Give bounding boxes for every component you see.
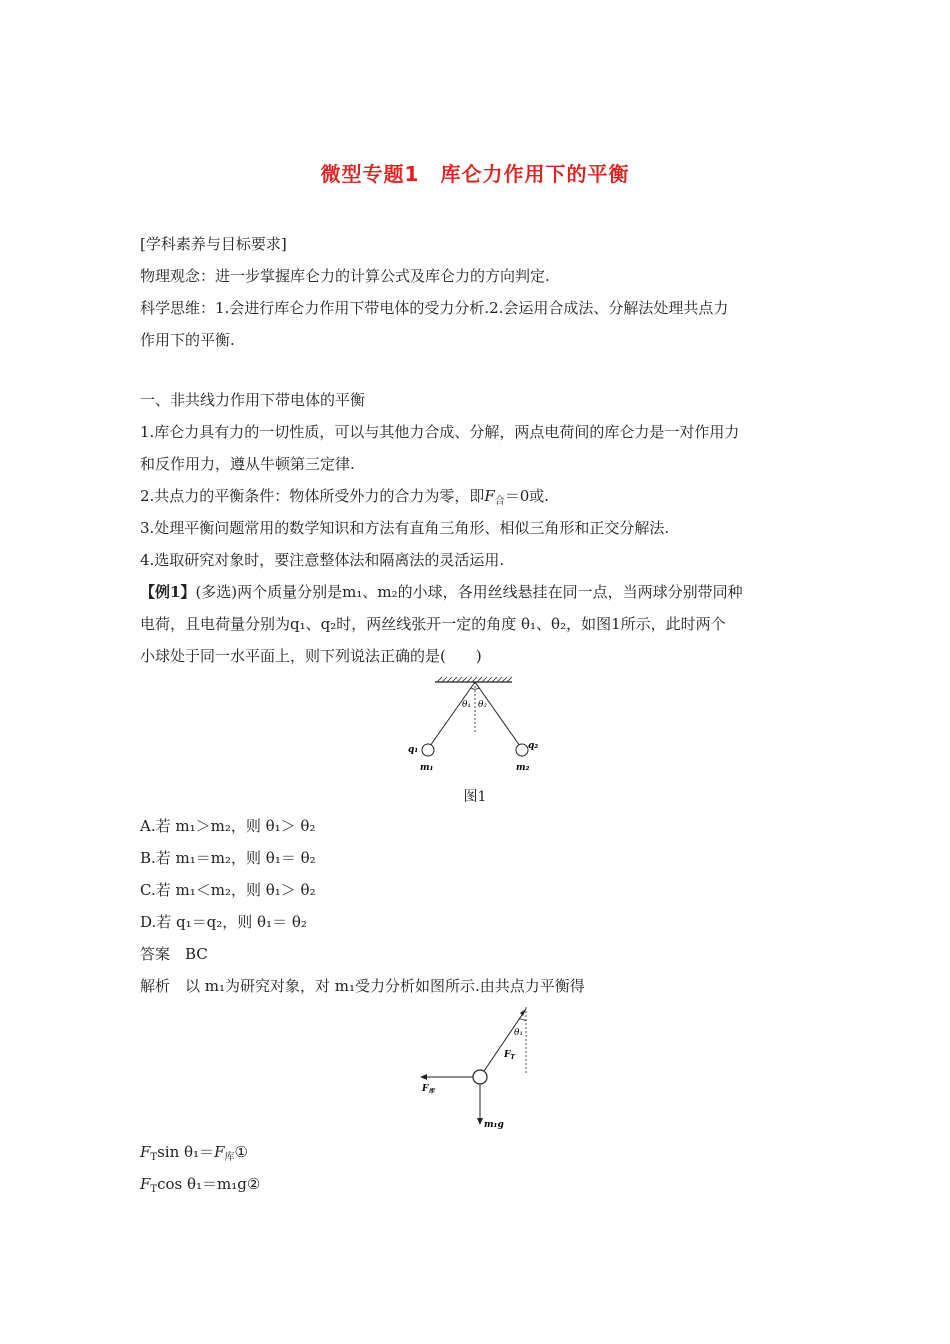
m1-label: m₁ — [420, 763, 434, 773]
q1-label: q₁ — [408, 745, 419, 755]
eq1-force-2: F — [214, 1143, 225, 1161]
goals-header: [学科素养与目标要求] — [140, 235, 287, 253]
coulomb-arrowhead — [420, 1074, 427, 1080]
right-thread — [475, 682, 520, 746]
example-line-3: 小球处于同一水平面上，则下列说法正确的是( ) — [140, 647, 482, 665]
option-d: D.若 q₁＝q₂，则 θ₁＝ θ₂ — [140, 913, 307, 931]
goals-thinking-2: 作用下的平衡. — [140, 331, 235, 349]
answer: 答案 BC — [140, 945, 208, 963]
goals-thinking-1: 科学思维：1.会进行库仑力作用下带电体的受力分析.2.会运用合成法、分解法处理共点力 — [140, 299, 729, 317]
paragraph-1b: 和反作用力，遵从牛顿第三定律. — [140, 455, 355, 473]
eq1-force: F — [140, 1143, 151, 1161]
equation-2 — [140, 1174, 820, 1200]
q2-label: q₂ — [528, 741, 539, 751]
left-thread — [430, 682, 475, 746]
tension-arrowhead — [520, 1009, 526, 1016]
equation-1 — [140, 1142, 820, 1168]
example-line-2: 电荷，且电荷量分别为q₁、q₂时，两丝线张开一定的角度 θ₁、θ₂，如图1所示，此时两个 — [140, 615, 726, 633]
goals-concept: 物理观念：进一步掌握库仑力的计算公式及库仑力的方向判定. — [140, 267, 550, 285]
example-line-1 — [140, 582, 820, 602]
m2-label: m₂ — [516, 763, 530, 773]
force-symbol: F — [484, 487, 495, 505]
section-heading: 一、非共线力作用下带电体的平衡 — [140, 391, 366, 409]
paragraph-2-end: ＝0或. — [504, 487, 550, 505]
ball — [473, 1070, 487, 1084]
eq1-end: ① — [234, 1143, 248, 1161]
theta-label: θ₁ — [514, 1028, 524, 1038]
example-label: 【例1】 — [140, 583, 196, 601]
page-title: 微型专题1 库仑力作用下的平衡 — [320, 162, 630, 186]
paragraph-2 — [140, 486, 820, 512]
coulomb-label: $F_库$ — [422, 1084, 435, 1095]
theta-2-label: θ₂ — [478, 700, 488, 710]
paragraph-3: 3.处理平衡问题常用的数学知识和方法有直角三角形、相似三角形和正交分解法. — [140, 519, 670, 537]
eq1-sub: T — [150, 1152, 158, 1163]
force-subscript: 合 — [494, 496, 505, 507]
eq1-mid: sin θ₁＝ — [157, 1143, 215, 1161]
paragraph-1a: 1.库仑力具有力的一切性质，可以与其他力合成、分解，两点电荷间的库仑力是一对作用力 — [140, 423, 740, 441]
ball-2 — [516, 744, 528, 756]
paragraph-4: 4.选取研究对象时，要注意整体法和隔离法的灵活运用. — [140, 551, 505, 569]
option-b: B.若 m₁＝m₂，则 θ₁＝ θ₂ — [140, 849, 316, 867]
ball-1 — [422, 744, 434, 756]
eq2-sub: T — [150, 1184, 158, 1195]
theta-1-label: θ₁ — [462, 700, 472, 710]
eq2-mid: cos θ₁＝m₁g② — [157, 1175, 261, 1193]
angle-arc — [519, 1019, 526, 1021]
gravity-arrowhead — [477, 1118, 483, 1125]
eq2-force: F — [140, 1175, 151, 1193]
figure-2 — [410, 1005, 550, 1135]
figure-1 — [400, 672, 560, 777]
eq1-sub-2: 库 — [224, 1152, 235, 1163]
gravity-label: m₁g — [484, 1120, 504, 1130]
analysis: 解析 以 m₁为研究对象，对 m₁受力分析如图所示.由共点力平衡得 — [140, 977, 585, 995]
example-text-1: (多选)两个质量分别是m₁、m₂的小球，各用丝线悬挂在同一点，当两球分别带同种 — [195, 583, 743, 601]
ceiling-hatch — [437, 677, 512, 682]
option-a: A.若 m₁＞m₂，则 θ₁＞ θ₂ — [140, 817, 316, 835]
figure-1-caption: 图1 — [463, 789, 487, 805]
paragraph-2-text: 2.共点力的平衡条件：物体所受外力的合力为零，即 — [140, 487, 485, 505]
tension-label: $F_T$ — [504, 1050, 515, 1061]
angle-arc — [471, 688, 479, 689]
option-c: C.若 m₁＜m₂，则 θ₁＞ θ₂ — [140, 881, 316, 899]
